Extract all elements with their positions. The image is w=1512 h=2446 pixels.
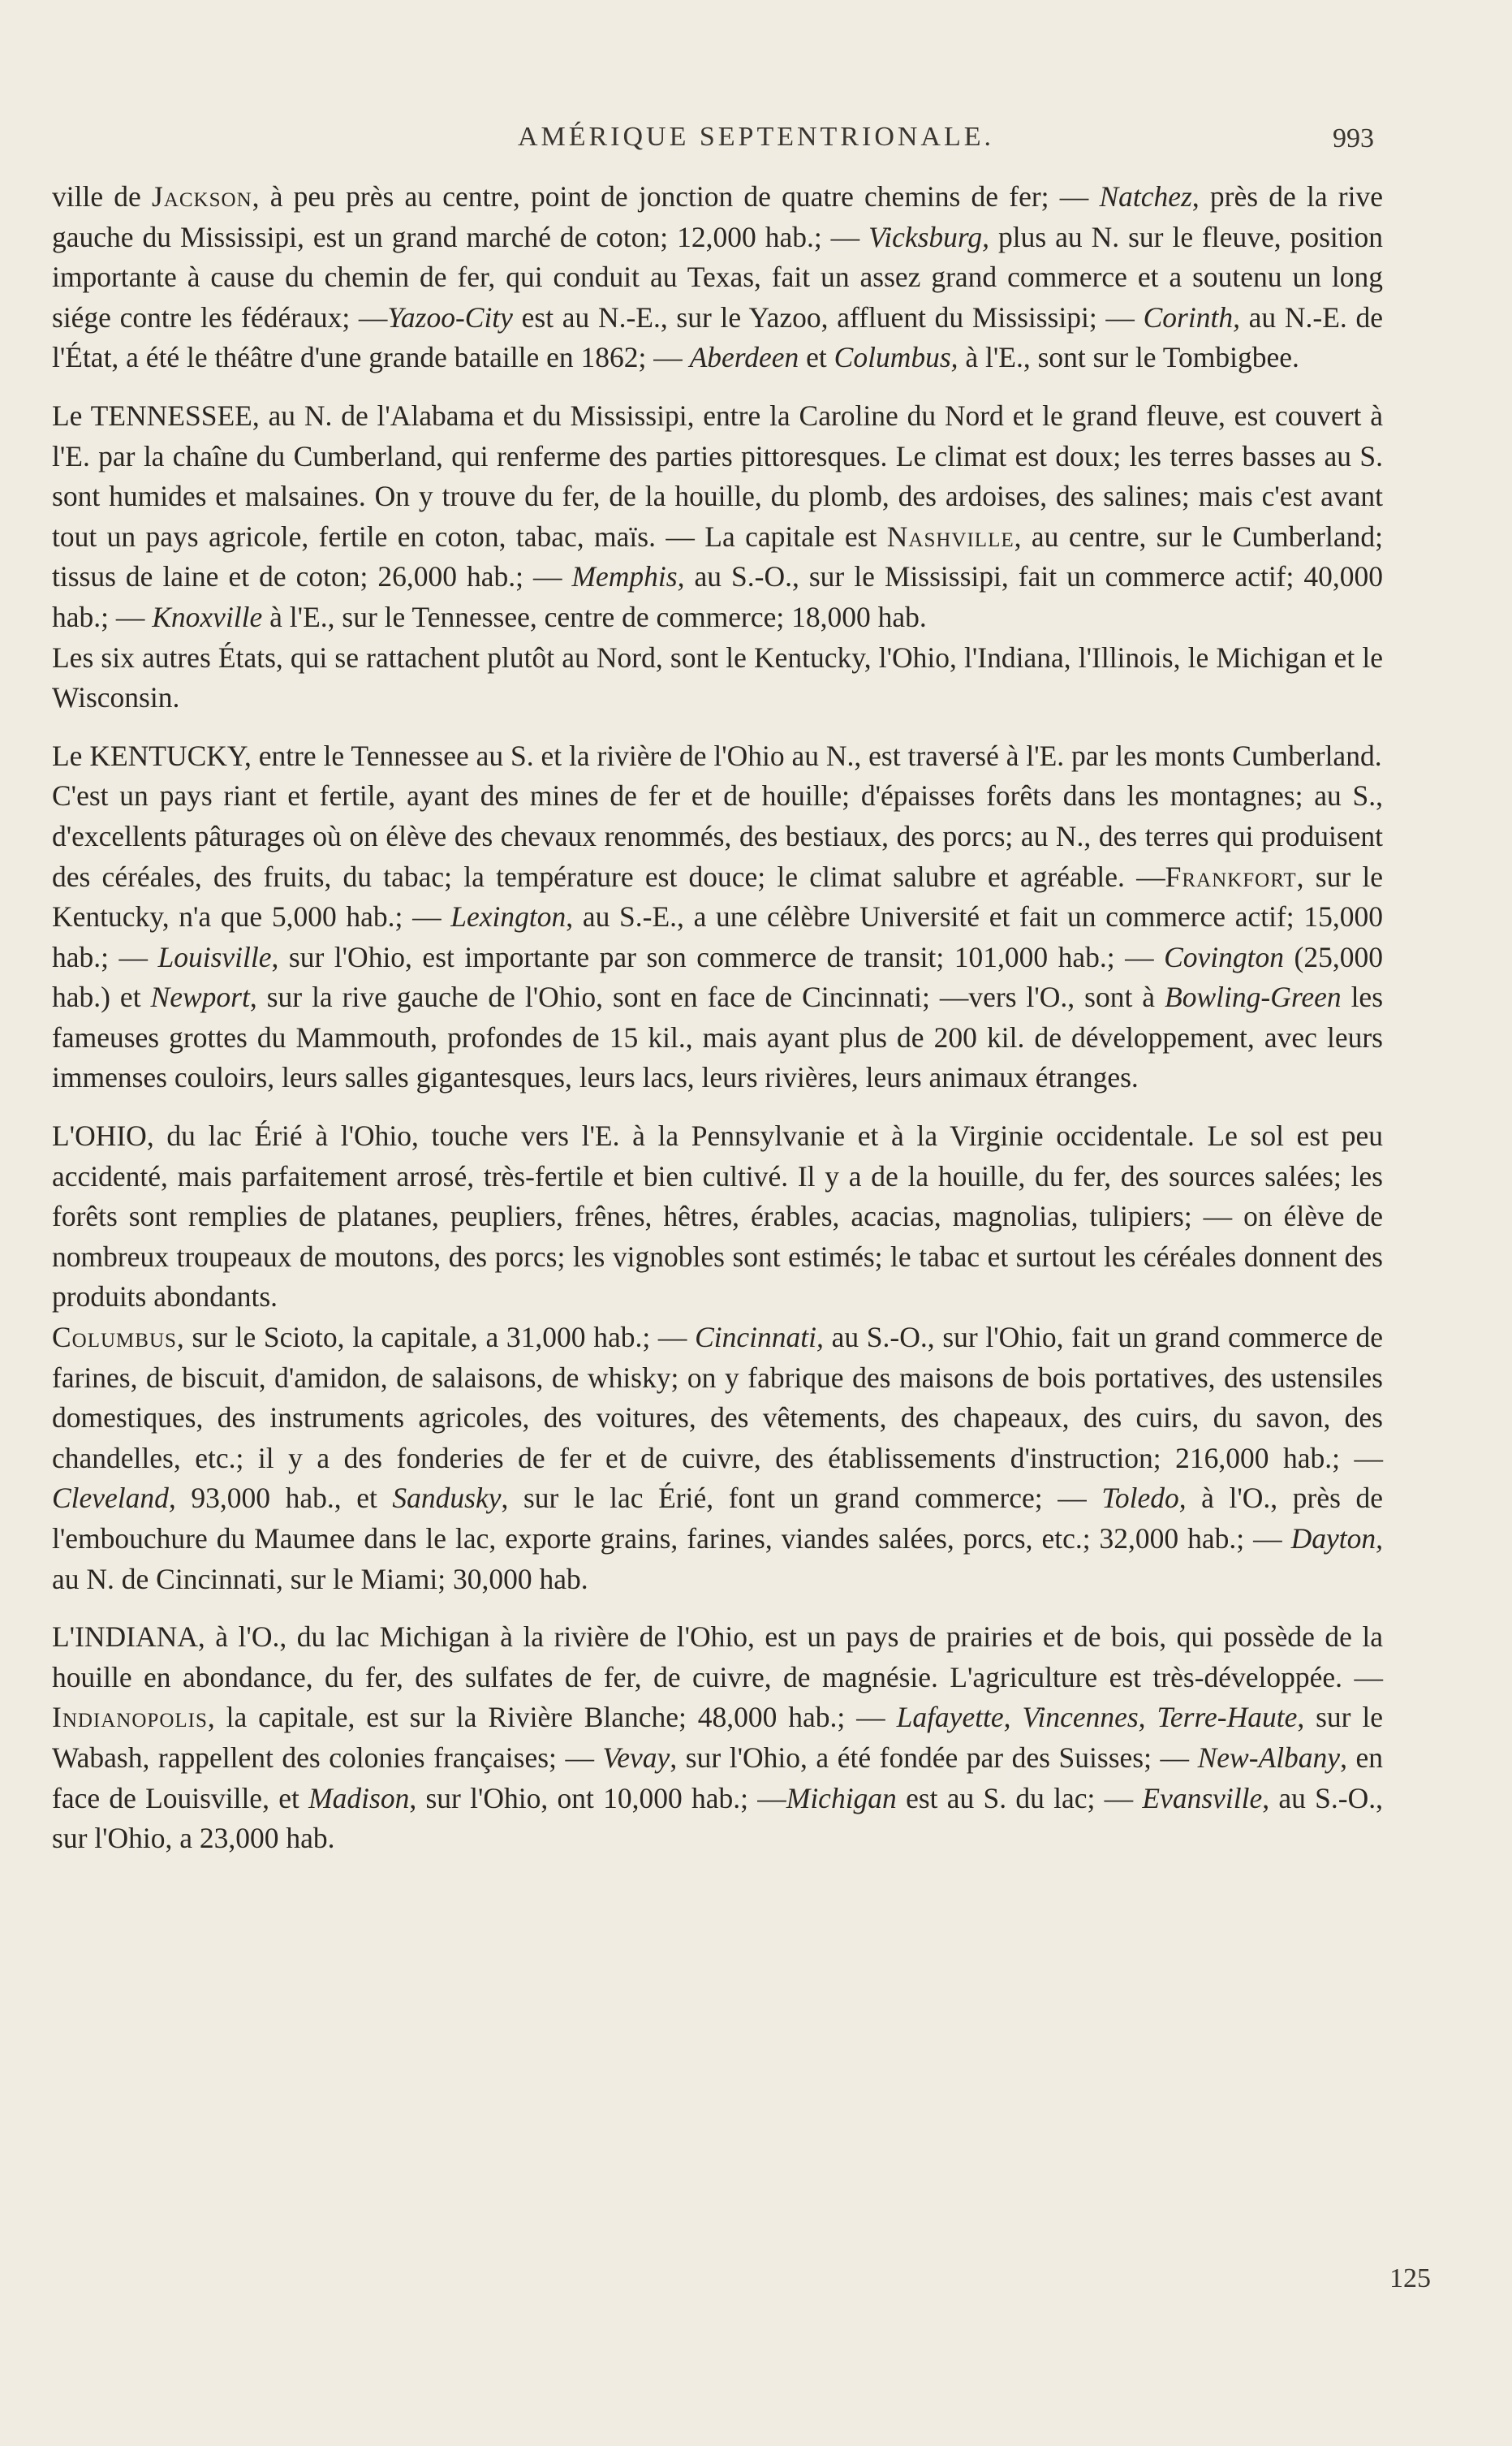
paragraph-tennessee: Le TENNESSEE, au N. de l'Alabama et du Mississipi, entre la Caroline du Nord et le grand fleuve, est couvert à l'E. par la chaîne du Cumberland, qui renferme des parties pittoresques. Le climat est doux; les terres basses au S. sont humides et malsaines. On y trouve du fer, de la houille, du plomb, des ardoises, des salines; mais c'est avant tout un pays agricole, fertile en coton, tabac, maïs. — La capitale est Nashville, au centre, sur le Cumberland; tissus de laine et de coton; 26,000 hab.; — Memphis, au S.-O., sur le Mississipi, fait un commerce actif; 40,000 hab.; — Knoxville à l'E., sur le Tennessee, centre de commerce; 18,000 hab. xyxy=(52,399,1383,633)
paragraph-kentucky: Le KENTUCKY, entre le Tennessee au S. et la rivière de l'Ohio au N., est traversé à l'E. par les monts Cumberland. xyxy=(52,739,1382,772)
paragraph-indiana: L'INDIANA, à l'O., du lac Michigan à la rivière de l'Ohio, est un pays de prairies et de bois, qui possède de la houille en abondance, du fer, des sulfates de fer, de cuivre, de magnésie. L'agriculture est très-développée. — Indianopolis, la capitale, est sur la Rivière Blanche; 48,000 hab.; — Lafayette, Vincennes, Terre-Haute, sur le Wabash, rappellent des colonies françaises; — Vevay, sur l'Ohio, a été fondée par des Suisses; — New-Albany, en face de Louisville, et Madison, sur l'Ohio, ont 10,000 hab.; —Michigan est au S. du lac; — Evansville, au S.-O., sur l'Ohio, a 23,000 hab. xyxy=(52,1620,1384,1855)
page-number: 993 xyxy=(1333,123,1374,153)
paragraph-ohio-cities: Columbus, sur le Scioto, la capitale, a 31,000 hab.; — Cincinnati, au S.-O., sur l'Ohio, fait un grand commerce de farines, de biscuit, d'amidon, de salaisons, de whisky; on y fabrique des maisons de bois portatives, des ustensiles domestiques, des instruments agricoles, des voitures, des vêtements, des chapeaux, des cuirs, du savon, des chandelles, etc.; il y a des fonderies de fer et de cuivre, des établissements d'instruction; 216,000 hab.; — Cleveland, 93,000 hab., et Sandusky, sur le lac Érié, font un grand commerce; — Toledo, à l'O., près de l'embouchure du Maumee dans le lac, exporte grains, farines, viandes salées, porcs, etc.; 32,000 hab.; — Dayton, au N. de Cincinnati, sur le Miami; 30,000 hab. xyxy=(52,1321,1383,1595)
paragraph-ohio: L'OHIO, du lac Érié à l'Ohio, touche vers l'E. à la Pennsylvanie et à la Virginie occidentale. Le sol est peu accidenté, mais parfaitement arrosé, très-fertile et bien cultivé. Il y a de la houille, du fer, des sources salées; les forêts sont remplies de platanes, peupliers, frênes, hêtres, érables, acacias, magnolias, tulipiers; — on élève de nombreux troupeaux de moutons, des porcs; les vignobles sont estimés; le tabac et surtout les céréales donnent des produits abondants. xyxy=(52,1119,1383,1314)
paragraph-mississippi: ville de Jackson, à peu près au centre, point de jonction de quatre chemins de fer; — Natchez, près de la rive gauche du Mississipi, est un grand marché de coton; 12,000 hab.; — Vicksburg, plus au N. sur le fleuve, position importante à cause du chemin de fer, qui conduit au Texas, fait un assez grand commerce et a soutenu un long siége contre les fédéraux; —Yazoo-City est au N.-E., sur le Yazoo, affluent du Mississipi; — Corinth, au N.-E. de l'État, a été le théâtre d'une grande bataille en 1862; — Aberdeen et Columbus, à l'E., sont sur le Tombigbee. xyxy=(52,180,1384,374)
running-title: AMÉRIQUE SEPTENTRIONALE. xyxy=(517,122,995,152)
body-text xyxy=(52,177,1383,1859)
paragraph-six-states: Les six autres États, qui se rattachent plutôt au Nord, sont le Kentucky, l'Ohio, l'Indiana, l'Illinois, le Michigan et le Wisconsin. xyxy=(52,641,1383,714)
signature-mark: 125 xyxy=(1389,2263,1431,2293)
paragraph-kentucky-detail: C'est un pays riant et fertile, ayant des mines de fer et de houille; d'épaisses forêts dans les montagnes; au S., d'excellents pâturages où on élève des chevaux renommés, des bestiaux, des porcs; au N., des terres qui produisent des céréales, des fruits, du tabac; la température est douce; le climat salubre et agréable. —Frankfort, sur le Kentucky, n'a que 5,000 hab.; — Lexington, au S.-E., a une célèbre Université et fait un commerce actif; 15,000 hab.; — Louisville, sur l'Ohio, est importante par son commerce de transit; 101,000 hab.; — Covington (25,000 hab.) et Newport, sur la rive gauche de l'Ohio, sont en face de Cincinnati; —vers l'O., sont à Bowling-Green les fameuses grottes du Mammouth, profondes de 15 kil., mais ayant plus de 200 kil. de développement, avec leurs immenses couloirs, leurs salles gigantesques, leurs lacs, leurs rivières, leurs animaux étranges. xyxy=(52,779,1384,1094)
